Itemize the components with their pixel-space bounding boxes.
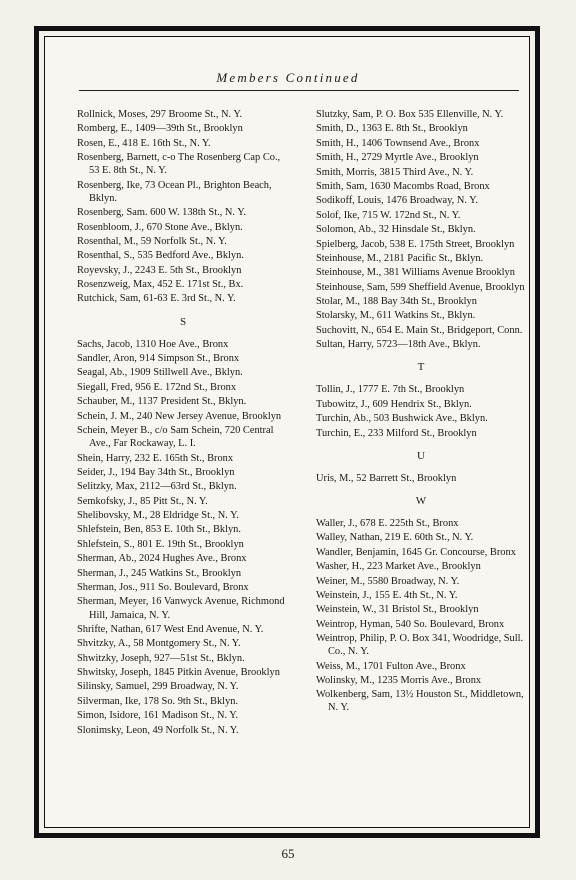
member-entry: Rosenberg, Ike, 73 Ocean Pl., Brighton Beach, Bklyn. [77, 179, 272, 204]
member-entry: Selitzky, Max, 2112—63rd St., Bklyn. [77, 481, 237, 493]
member-entry: Smith, H., 2729 Myrtle Ave., Brooklyn [316, 152, 479, 164]
member-entry: Shlefstein, S., 801 E. 19th St., Brooklyn [77, 538, 244, 550]
member-entry: Washer, H., 223 Market Ave., Brooklyn [316, 561, 481, 573]
member-entry: Simon, Isidore, 161 Madison St., N. Y. [77, 710, 239, 722]
member-entry: Smith, Sam, 1630 Macombs Road, Bronx [316, 180, 490, 192]
member-entry: Rosen, E., 418 E. 16th St., N. Y. [77, 137, 211, 149]
member-entry: Shlefstein, Ben, 853 E. 10th St., Bklyn. [77, 524, 241, 536]
member-entry: Steinhouse, M., 2181 Pacific St., Bklyn. [316, 252, 484, 264]
member-entry: Spielberg, Jacob, 538 E. 175th Street, Brooklyn [316, 238, 515, 250]
member-entry: Shrifte, Nathan, 617 West End Avenue, N. Y. [77, 623, 264, 635]
member-entry: Sherman, Jos., 911 So. Boulevard, Bronx [77, 582, 249, 594]
member-entry: Rollnick, Moses, 297 Broome St., N. Y. [77, 109, 243, 120]
member-entry: Weinstein, W., 31 Bristol St., Brooklyn [316, 604, 479, 616]
member-entry: Schein, Meyer B., c/o Sam Schein, 720 Central Ave., Far Rockaway, L. I. [77, 425, 274, 450]
member-entry: Waller, J., 678 E. 225th St., Bronx [316, 517, 459, 529]
section-letter: U [417, 449, 425, 462]
member-entry: Sandler, Aron, 914 Simpson St., Bronx [77, 353, 240, 365]
member-entry: Shvitzky, A., 58 Montgomery St., N. Y. [77, 638, 241, 650]
member-entry: Suchovitt, N., 654 E. Main St., Bridgeport, Conn. [316, 324, 523, 336]
member-entry: Turchin, E., 233 Milford St., Brooklyn [316, 427, 477, 439]
member-entry: Walley, Nathan, 219 E. 60th St., N. Y. [316, 532, 474, 544]
member-entry: Turchin, Ab., 503 Bushwick Ave., Bklyn. [316, 413, 488, 425]
member-entry: Silverman, Ike, 178 So. 9th St., Bklyn. [77, 695, 239, 707]
member-entry: Schein, J. M., 240 New Jersey Avenue, Brooklyn [77, 410, 282, 422]
member-entry: Smith, D., 1363 E. 8th St., Brooklyn [316, 123, 468, 135]
member-entry: Royevsky, J., 2243 E. 5th St., Brooklyn [77, 264, 242, 276]
heading-rule [79, 90, 519, 91]
member-entry: Siegall, Fred, 956 E. 172nd St., Bronx [77, 381, 237, 393]
section-letter: W [415, 494, 427, 507]
member-entry: Smith, H., 1406 Townsend Ave., Bronx [316, 137, 480, 149]
member-entry: Wolinsky, M., 1235 Morris Ave., Bronx [316, 674, 482, 686]
member-entry: Shwitsky, Joseph, 1845 Pitkin Avenue, Brooklyn [77, 667, 280, 679]
member-entry: Uris, M., 52 Barrett St., Brooklyn [316, 472, 457, 484]
right-column [316, 108, 526, 716]
member-entry: Wolkenberg, Sam, 13½ Houston St., Middletown, N. Y. [316, 689, 524, 714]
member-entry: Steinhouse, Sam, 599 Sheffield Avenue, Brooklyn [316, 281, 525, 293]
member-entry: Rosenberg, Sam. 600 W. 138th St., N. Y. [77, 207, 246, 219]
member-entry: Rutchick, Sam, 61-63 E. 3rd St., N. Y. [77, 293, 236, 305]
member-entry: Steinhouse, M., 381 Williams Avenue Brooklyn [316, 267, 515, 279]
member-entry: Sachs, Jacob, 1310 Hoe Ave., Bronx [77, 338, 229, 350]
member-entry: Slutzky, Sam, P. O. Box 535 Ellenville, N. Y. [316, 109, 504, 120]
member-entry: Sodikoff, Louis, 1476 Broadway, N. Y. [316, 195, 478, 207]
member-entry: Tubowitz, J., 609 Hendrix St., Bklyn. [316, 398, 472, 410]
member-entry: Weintrop, Philip, P. O. Box 341, Woodridge, Sull. Co., N. Y. [316, 633, 524, 658]
member-entry: Weiner, M., 5580 Broadway, N. Y. [316, 575, 460, 587]
member-entry: Rosenthal, S., 535 Bedford Ave., Bklyn. [77, 250, 244, 262]
section-letter: T [417, 361, 425, 374]
member-entry: Sultan, Harry, 5723—18th Ave., Bklyn. [316, 339, 481, 351]
member-entry: Shein, Harry, 232 E. 165th St., Bronx [77, 452, 234, 464]
page-number: 65 [281, 846, 295, 861]
member-entry: Sherman, J., 245 Watkins St., Brooklyn [77, 567, 242, 579]
member-entry: Slonimsky, Leon, 49 Norfolk St., N. Y. [77, 724, 239, 736]
member-entry: Shelibovsky, M., 28 Eldridge St., N. Y. [77, 510, 239, 522]
member-entry: Rosenzweig, Max, 452 E. 171st St., Bx. [77, 279, 244, 291]
member-entry: Shwitzky, Joseph, 927—51st St., Bklyn. [77, 652, 245, 664]
member-entry: Silinsky, Samuel, 299 Broadway, N. Y. [77, 681, 239, 693]
section-letter: S [179, 315, 187, 328]
member-entry: Weiss, M., 1701 Fulton Ave., Bronx [316, 660, 466, 672]
member-entry: Schauber, M., 1137 President St., Bklyn. [77, 396, 247, 408]
member-entry: Sherman, Meyer, 16 Vanwyck Avenue, Richmond Hill, Jamaica, N. Y. [77, 596, 285, 621]
member-entry: Rosenthal, M., 59 Norfolk St., N. Y. [77, 235, 227, 247]
member-entry: Tollin, J., 1777 E. 7th St., Brooklyn [316, 384, 465, 396]
member-entry: Weinstein, J., 155 E. 4th St., N. Y. [316, 589, 458, 601]
member-entry: Rosenbloom, J., 670 Stone Ave., Bklyn. [77, 221, 243, 233]
member-entry: Semkofsky, J., 85 Pitt St., N. Y. [77, 495, 208, 507]
member-entry: Solomon, Ab., 32 Hinsdale St., Bklyn. [316, 224, 476, 236]
member-entry: Sherman, Ab., 2024 Hughes Ave., Bronx [77, 553, 247, 565]
member-entry: Stolar, M., 188 Bay 34th St., Brooklyn [316, 296, 477, 308]
member-entry: Seider, J., 194 Bay 34th St., Brooklyn [77, 466, 235, 478]
member-entry: Stolarsky, M., 611 Watkins St., Bklyn. [316, 310, 476, 322]
page-heading: Members Continued [216, 70, 360, 85]
member-entry: Smith, Morris, 3815 Third Ave., N. Y. [316, 166, 474, 178]
left-column [77, 108, 289, 738]
member-entry: Rosenberg, Barnett, c-o The Rosenberg Cap Co., 53 E. 8th St., N. Y. [77, 152, 281, 177]
member-entry: Seagal, Ab., 1909 Stillwell Ave., Bklyn. [77, 367, 243, 379]
member-entry: Weintrop, Hyman, 540 So. Boulevard, Bronx [316, 618, 505, 630]
member-entry: Solof, Ike, 715 W. 172nd St., N. Y. [316, 209, 461, 221]
member-entry: Romberg, E., 1409—39th St., Brooklyn [77, 123, 243, 135]
member-entry: Wandler, Benjamin, 1645 Gr. Concourse, Bronx [316, 546, 516, 558]
